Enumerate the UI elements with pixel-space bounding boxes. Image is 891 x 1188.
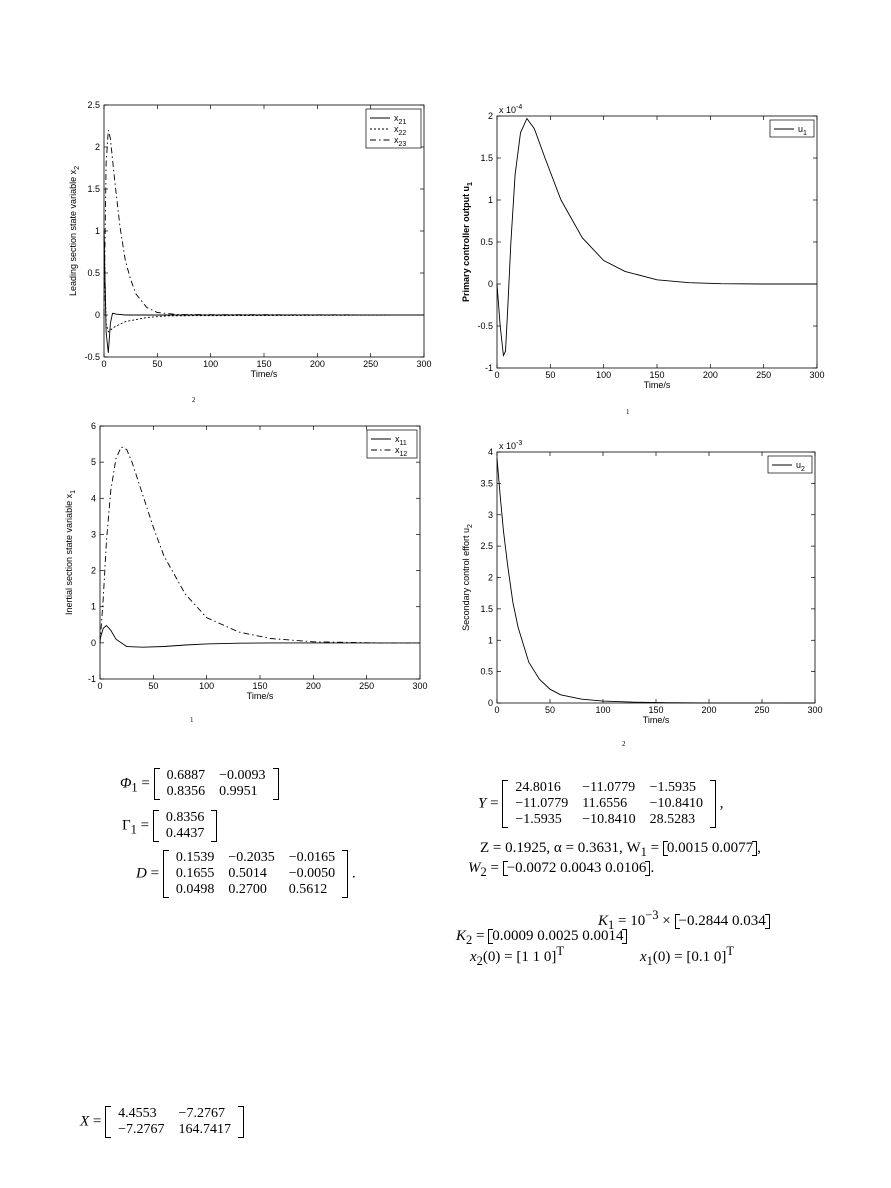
legend-label-subscript: 22 (398, 130, 407, 137)
y-axis-label (461, 182, 474, 302)
matrix-row (169, 850, 342, 866)
figure-x1 (60, 420, 440, 720)
legend-label-subscript: 21 (398, 119, 407, 126)
axis-exponent-power: -4 (516, 104, 523, 111)
chart-u1 (456, 100, 836, 400)
matrix-cell: −7.2767 (118, 1122, 165, 1137)
matrix-cell: 0.5014 (228, 866, 267, 881)
y-tick-label: 1 (487, 635, 493, 646)
y-tick-label: 2 (487, 111, 493, 121)
y-tick-label: 0 (90, 637, 96, 648)
axis-exponent-base: x 10 (499, 105, 517, 115)
y-tick-label: 6 (90, 421, 96, 431)
y-tick-label: 0 (94, 310, 100, 320)
legend-label-text: x (394, 124, 399, 134)
y-axis-label (64, 490, 77, 615)
y-tick-label: 4 (90, 493, 96, 504)
x-axis-label: Time/s (250, 369, 278, 379)
matrix-cell: −7.2767 (178, 1106, 225, 1121)
legend-label-text: u (798, 124, 804, 134)
equation-x: X = 4.4553 −7.2767 −7.2767 164.7417 (80, 1106, 244, 1138)
axis-exponent (499, 104, 522, 115)
y-axis-label-text: Leading section state variable x (68, 169, 78, 296)
equation-k2: $K_2 = 0.0009$ 0.0025 0.0014 (456, 928, 627, 948)
matrix-cell: −0.2035 (228, 850, 275, 865)
x-tick-label: 200 (702, 370, 718, 380)
y-axis-label-subscript: 2 (467, 524, 474, 528)
y-tick-label: 2 (94, 142, 100, 152)
x-tick-label: 100 (199, 681, 215, 691)
phi-symbol: Φ (120, 775, 132, 792)
legend-label-text: x (394, 113, 399, 123)
x-axis-label: Time/s (246, 691, 274, 701)
figure-caption-number: 2 (622, 740, 626, 748)
matrix-cell: 24.8016 (515, 780, 561, 795)
y-tick-label: 3 (487, 509, 493, 520)
matrix-cell: 28.5283 (649, 812, 696, 827)
matrix-row (159, 826, 212, 842)
y-tick-label: 5 (90, 457, 96, 468)
matrix-row (159, 810, 212, 826)
series-u1-line (497, 119, 817, 356)
legend-label-subscript: 11 (399, 440, 407, 447)
axis-exponent-power: -3 (516, 440, 523, 447)
y-tick-label: 4 (487, 447, 493, 457)
y-symbol: Y (478, 795, 487, 812)
y-tick-label: 2 (90, 565, 96, 576)
x-tick-label: 50 (148, 681, 159, 691)
y-tick-label: 0 (487, 279, 493, 289)
x-tick-label: 150 (252, 681, 268, 691)
chart-x2 (60, 95, 440, 405)
matrix-cell: 0.8356 (165, 810, 205, 825)
y-axis-label (68, 166, 81, 296)
y-tick-label: -0.5 (84, 352, 100, 362)
matrix-cell: 0.4437 (165, 826, 205, 841)
x-tick-label: 150 (649, 370, 665, 380)
x-axis-label: Time/s (643, 380, 671, 390)
figure-u1 (456, 100, 836, 400)
y-axis-label-text: Primary controller output u (461, 185, 471, 302)
y-axis-label-subscript: 1 (70, 490, 77, 494)
matrix-cell: 0.0498 (175, 882, 215, 897)
y-tick-label: 0.5 (480, 666, 493, 677)
figure-u2 (456, 440, 836, 738)
legend-label-text: u (796, 460, 802, 470)
x-tick-label: 50 (544, 705, 556, 715)
matrix-cell: −11.0779 (582, 780, 636, 795)
y-axis-label (461, 524, 474, 631)
matrix-row (169, 866, 342, 882)
y-tick-label: 0.5 (87, 268, 100, 278)
matrix-cell: 0.8356 (166, 784, 206, 799)
figure-caption-number: 1 (190, 716, 194, 724)
matrix-cell: −0.0050 (288, 866, 336, 881)
equation-y: Y = 24.8016 −11.0779 −1.5935 −11.0779 11.6556 −10.8410 −1.5935 −10.8410 28.5283 , (478, 780, 724, 827)
x-tick-label: 250 (363, 359, 379, 369)
matrix-cell: 0.5612 (288, 882, 328, 897)
matrix-row (111, 1122, 238, 1138)
x-tick-label: 300 (416, 359, 432, 369)
equation-gamma1: $\Gamma_1$ = 0.8356 0.4437 (122, 810, 217, 842)
legend-label-subscript: 23 (398, 141, 407, 148)
y-tick-label: 3.5 (480, 478, 493, 489)
matrix-phi1 (154, 768, 279, 800)
legend-label-subscript: 12 (399, 451, 408, 458)
plot-frame (497, 452, 815, 703)
matrix-d (163, 850, 348, 898)
series-x22-line (104, 231, 424, 332)
legend-box (367, 430, 417, 458)
matrix-cell: −11.0779 (515, 796, 569, 811)
matrix-cell: 164.7417 (178, 1122, 232, 1137)
matrix-cell: 0.1539 (175, 850, 215, 865)
matrix-cell: 0.1655 (175, 866, 215, 881)
x-tick-label: 250 (754, 705, 770, 715)
matrix-cell: −1.5935 (515, 812, 562, 827)
equation-z-alpha-w1: Z = 0.1925, α = 0.3631, $W_1 = 0.0015$ 0.0077 , (480, 840, 761, 859)
x-tick-label: 300 (809, 370, 825, 380)
matrix-cell: −10.8410 (649, 796, 704, 811)
plot-frame (100, 426, 420, 679)
matrix-x (105, 1106, 244, 1138)
equation-phi1: $\Phi_1$ = 0.6887 −0.0093 0.8356 0.9951 (120, 768, 279, 800)
x-tick-label: 0 (101, 359, 107, 369)
x-tick-label: 200 (309, 359, 325, 369)
x-tick-label: 0 (494, 370, 500, 380)
y-tick-label: 0.5 (480, 237, 493, 247)
y-tick-label: 1.5 (480, 153, 493, 163)
y-axis-label-subscript: 2 (74, 166, 81, 170)
equation-x1-initial: $x_1(0) = [0.1$ 0]$^T$ (640, 944, 735, 968)
legend-label-subscript: 2 (801, 466, 805, 473)
y-axis-label-subscript: 1 (467, 182, 474, 186)
gamma-symbol: Γ (122, 817, 131, 834)
legend-box (770, 120, 814, 137)
y-tick-label: 1 (90, 601, 96, 612)
y-tick-label: 2 (487, 572, 493, 583)
figure-caption-number: 1 (626, 408, 630, 416)
axis-exponent (499, 440, 522, 451)
y-tick-label: 2.5 (87, 100, 100, 110)
matrix-cell: −1.5935 (649, 780, 697, 795)
legend-label-text: x (394, 135, 399, 145)
matrix-row (508, 780, 710, 796)
plot-frame (497, 116, 817, 368)
y-tick-label: 3 (90, 529, 96, 540)
matrix-cell: 0.2700 (228, 882, 267, 897)
series-x12-line (100, 447, 420, 643)
matrix-gamma1 (153, 810, 218, 842)
matrix-cell: −10.8410 (582, 812, 636, 827)
x-tick-label: 100 (596, 370, 612, 380)
chart-u2 (456, 440, 836, 738)
matrix-row (508, 796, 710, 812)
x-tick-label: 150 (256, 359, 272, 369)
matrix-y (502, 780, 716, 828)
legend-box (768, 456, 812, 473)
y-tick-label: 1.5 (480, 603, 493, 614)
x-tick-label: 50 (152, 359, 163, 369)
x-tick-label: 0 (97, 681, 103, 691)
y-tick-label: 0 (487, 698, 493, 708)
chart-x1 (60, 420, 440, 720)
matrix-cell: −0.0165 (288, 850, 336, 865)
figure-x2 (60, 95, 440, 405)
y-tick-label: 2.5 (480, 541, 493, 552)
matrix-row (508, 812, 710, 828)
x-tick-label: 250 (756, 370, 772, 380)
y-tick-label: -0.5 (477, 321, 493, 331)
x-axis-label: Time/s (642, 715, 670, 725)
y-tick-label: -1 (87, 674, 96, 684)
x-tick-label: 300 (807, 705, 823, 715)
legend-label-text: x (395, 445, 400, 455)
y-tick-label: 1 (94, 226, 100, 236)
matrix-cell: 4.4553 (118, 1106, 157, 1121)
x-tick-label: 250 (359, 681, 375, 691)
legend-label-subscript: 1 (803, 130, 807, 137)
matrix-cell: 11.6556 (582, 796, 628, 811)
matrix-row (169, 882, 342, 898)
equation-d: D = 0.1539 −0.2035 −0.0165 0.1655 0.5014 −0.0050 0.0498 0.2700 0.5612 . (136, 850, 356, 897)
matrix-cell: −0.0093 (219, 768, 266, 783)
d-symbol: D (136, 865, 147, 882)
y-axis-label-text: Secondary control effort u (461, 528, 471, 631)
equation-x2-initial: $x_2(0) = [1$ 1 0]$^T$ (470, 944, 565, 968)
series-x23-line (104, 130, 424, 315)
x-tick-label: 100 (595, 705, 611, 715)
y-tick-label: 1 (487, 195, 493, 205)
legend-label-text: x (395, 434, 400, 444)
equation-w2: $W_2 = -0.0072$ 0.0043 0.0106 . (468, 860, 655, 879)
x-tick-label: 200 (305, 681, 321, 691)
series-x21-line (104, 231, 424, 353)
equation-k1: $K_1 = 10^{-3} \times -0.2844$ 0.034 (598, 908, 770, 933)
x-tick-label: 300 (412, 681, 428, 691)
y-tick-label: -1 (484, 363, 493, 373)
x-tick-label: 0 (494, 705, 500, 715)
y-axis-label-text: Inertial section state variable x (64, 493, 74, 615)
figure-caption-number: 2 (192, 396, 196, 404)
x-tick-label: 100 (203, 359, 219, 369)
x-tick-label: 200 (701, 705, 717, 715)
x-tick-label: 50 (545, 370, 556, 380)
matrix-cell: 0.9951 (219, 784, 258, 799)
matrix-row (111, 1106, 238, 1122)
axis-exponent-base: x 10 (499, 441, 517, 451)
matrix-row (160, 784, 273, 800)
x-tick-label: 150 (648, 705, 664, 715)
y-tick-label: 1.5 (87, 184, 100, 194)
matrix-row (160, 768, 273, 784)
series-u2-line (497, 458, 815, 703)
matrix-cell: 0.6887 (166, 768, 206, 783)
